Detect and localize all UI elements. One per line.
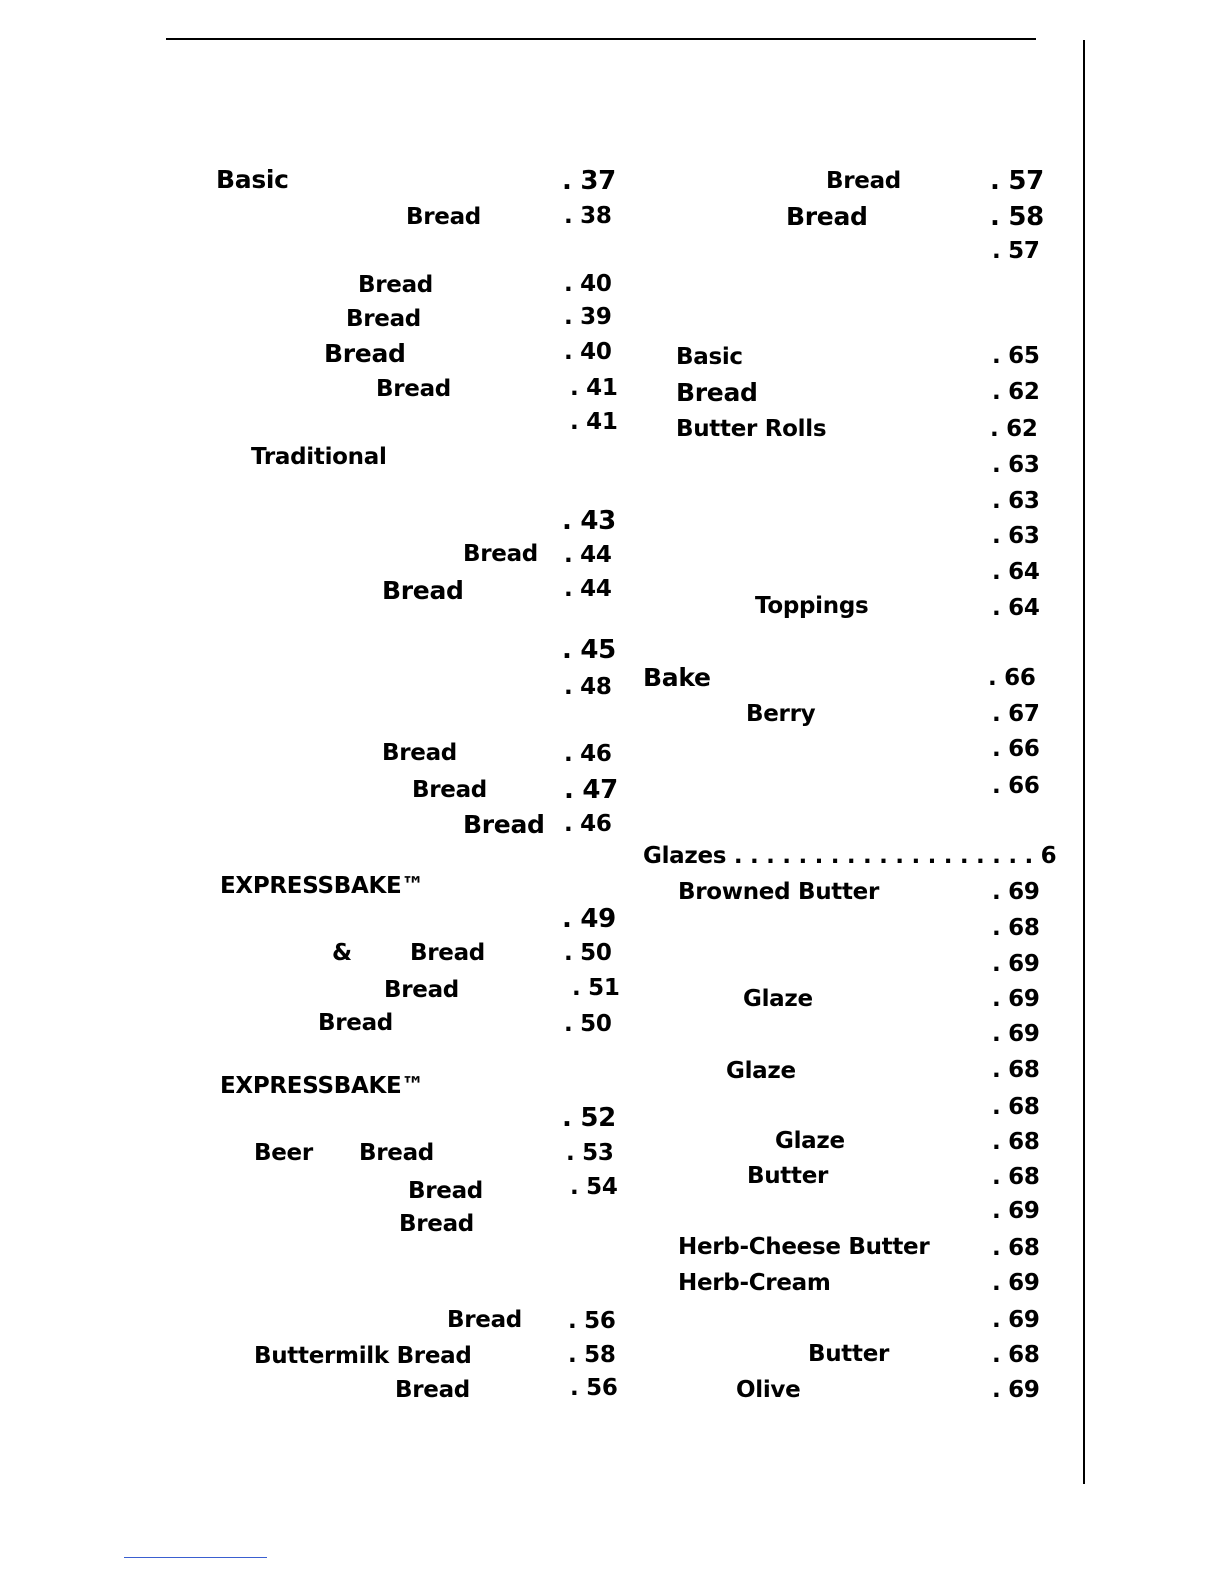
page-number: . 63 xyxy=(992,523,1040,549)
index-entry-label: Bread xyxy=(395,1377,470,1403)
page-number: . 68 xyxy=(992,1235,1040,1261)
page-number: . 57 xyxy=(992,238,1040,264)
page-number: . 45 xyxy=(562,635,616,665)
page-number: . 51 xyxy=(572,975,620,1001)
page-number: . 69 xyxy=(992,951,1040,977)
index-entry-label: Bread xyxy=(359,1140,434,1166)
index-entry-label: Bread xyxy=(410,940,485,966)
page-number: . 69 xyxy=(992,879,1040,905)
page-number: . 63 xyxy=(992,488,1040,514)
page-number: . 56 xyxy=(568,1308,616,1334)
index-entry-label: Browned Butter xyxy=(678,879,880,905)
page-number: . 47 xyxy=(564,775,618,805)
page-number: . 48 xyxy=(564,674,612,700)
page-number: . 40 xyxy=(564,339,612,365)
page-number: . 64 xyxy=(992,559,1040,585)
top-rule xyxy=(166,38,1036,40)
index-entry-label: Bread xyxy=(786,202,868,231)
index-entry-label: Basic xyxy=(676,344,743,370)
page-number: . 64 xyxy=(992,595,1040,621)
index-entry-label: Glaze xyxy=(775,1128,845,1154)
index-entry-label: Glaze xyxy=(743,986,813,1012)
page-number: . 53 xyxy=(566,1140,614,1166)
page-number: . 49 xyxy=(562,904,616,934)
page-number: . 67 xyxy=(992,701,1040,727)
index-entry-label: & xyxy=(332,940,352,966)
index-entry-label: Basic xyxy=(216,165,289,194)
index-entry-label: Bread xyxy=(412,777,487,803)
page-number: . 68 xyxy=(992,1094,1040,1120)
page-number: . 57 xyxy=(990,166,1044,196)
page-number: . 69 xyxy=(992,1307,1040,1333)
index-entry-label: Bread xyxy=(382,740,457,766)
page-number: . 62 xyxy=(990,416,1038,442)
page-number: . 69 xyxy=(992,986,1040,1012)
page-number: . 69 xyxy=(992,1198,1040,1224)
page-number: . 66 xyxy=(992,736,1040,762)
index-entry-label: Traditional xyxy=(251,444,387,470)
page-number: . 65 xyxy=(992,343,1040,369)
page-number: . 66 xyxy=(988,665,1036,691)
index-entry-label: Bread xyxy=(399,1211,474,1237)
index-entry-label: Bake xyxy=(643,663,711,692)
page-number: . 44 xyxy=(564,576,612,602)
page-number: . 50 xyxy=(564,940,612,966)
index-entry-label: Toppings xyxy=(755,593,869,619)
page-number: . 68 xyxy=(992,1164,1040,1190)
page-number: . 58 xyxy=(990,202,1044,232)
index-entry-label: Berry xyxy=(746,701,816,727)
page-number: . 39 xyxy=(564,304,612,330)
index-entry-label: Bread xyxy=(408,1178,483,1204)
index-entry-label: Beer xyxy=(254,1140,313,1166)
page-number: . 66 xyxy=(992,773,1040,799)
index-entry-label: Herb-Cheese Butter xyxy=(678,1234,930,1260)
page-number: . 37 xyxy=(562,166,616,196)
index-entry-label: Bread xyxy=(346,306,421,332)
index-entry-label: Bread xyxy=(318,1010,393,1036)
page-number: . 52 xyxy=(562,1103,616,1133)
index-entry-label: Olive xyxy=(736,1377,801,1403)
index-entry-label: Butter xyxy=(747,1163,829,1189)
index-entry-label: Bread xyxy=(463,810,545,839)
index-entry-label: Buttermilk Bread xyxy=(254,1343,472,1369)
page-number: . 68 xyxy=(992,1342,1040,1368)
page-number: . 41 xyxy=(570,409,618,435)
glazes-heading-entry: Glazes . . . . . . . . . . . . . . . . . . . 6 xyxy=(643,843,1057,869)
index-entry-label: Bread xyxy=(376,376,451,402)
page-number: . 68 xyxy=(992,1057,1040,1083)
index-entry-label: Butter Rolls xyxy=(676,416,827,442)
page-number: . 44 xyxy=(564,542,612,568)
index-entry-label: Bread xyxy=(324,339,406,368)
index-entry-label: Bread xyxy=(358,272,433,298)
index-entry-label: Bread xyxy=(382,576,464,605)
bottom-footnote-rule xyxy=(124,1557,267,1558)
section-heading: EXPRESSBAKE™ xyxy=(220,873,425,899)
page-number: . 41 xyxy=(570,375,618,401)
section-heading: EXPRESSBAKE™ xyxy=(220,1073,425,1099)
page-number: . 56 xyxy=(570,1375,618,1401)
index-entry-label: Herb-Cream xyxy=(678,1270,831,1296)
page-number: . 38 xyxy=(564,203,612,229)
index-entry-label: Glaze xyxy=(726,1058,796,1084)
page-number: . 69 xyxy=(992,1270,1040,1296)
page-number: . 46 xyxy=(564,811,612,837)
index-entry-label: Bread xyxy=(384,977,459,1003)
page-number: . 54 xyxy=(570,1174,618,1200)
page-number: . 68 xyxy=(992,915,1040,941)
index-entry-label: Bread xyxy=(406,204,481,230)
page-number: . 58 xyxy=(568,1342,616,1368)
index-entry-label: Bread xyxy=(826,168,901,194)
index-entry-label: Bread xyxy=(447,1307,522,1333)
index-entry-label: Bread xyxy=(676,378,758,407)
page-number: . 62 xyxy=(992,379,1040,405)
page-number: . 69 xyxy=(992,1021,1040,1047)
index-entry-label: Bread xyxy=(463,541,538,567)
page-number: . 68 xyxy=(992,1129,1040,1155)
page-number: . 40 xyxy=(564,271,612,297)
page-number: . 43 xyxy=(562,506,616,536)
page-number: . 69 xyxy=(992,1377,1040,1403)
right-margin-rule xyxy=(1083,40,1085,1484)
index-entry-label: Butter xyxy=(808,1341,890,1367)
page-number: . 46 xyxy=(564,741,612,767)
page-number: . 50 xyxy=(564,1011,612,1037)
page-number: . 63 xyxy=(992,452,1040,478)
